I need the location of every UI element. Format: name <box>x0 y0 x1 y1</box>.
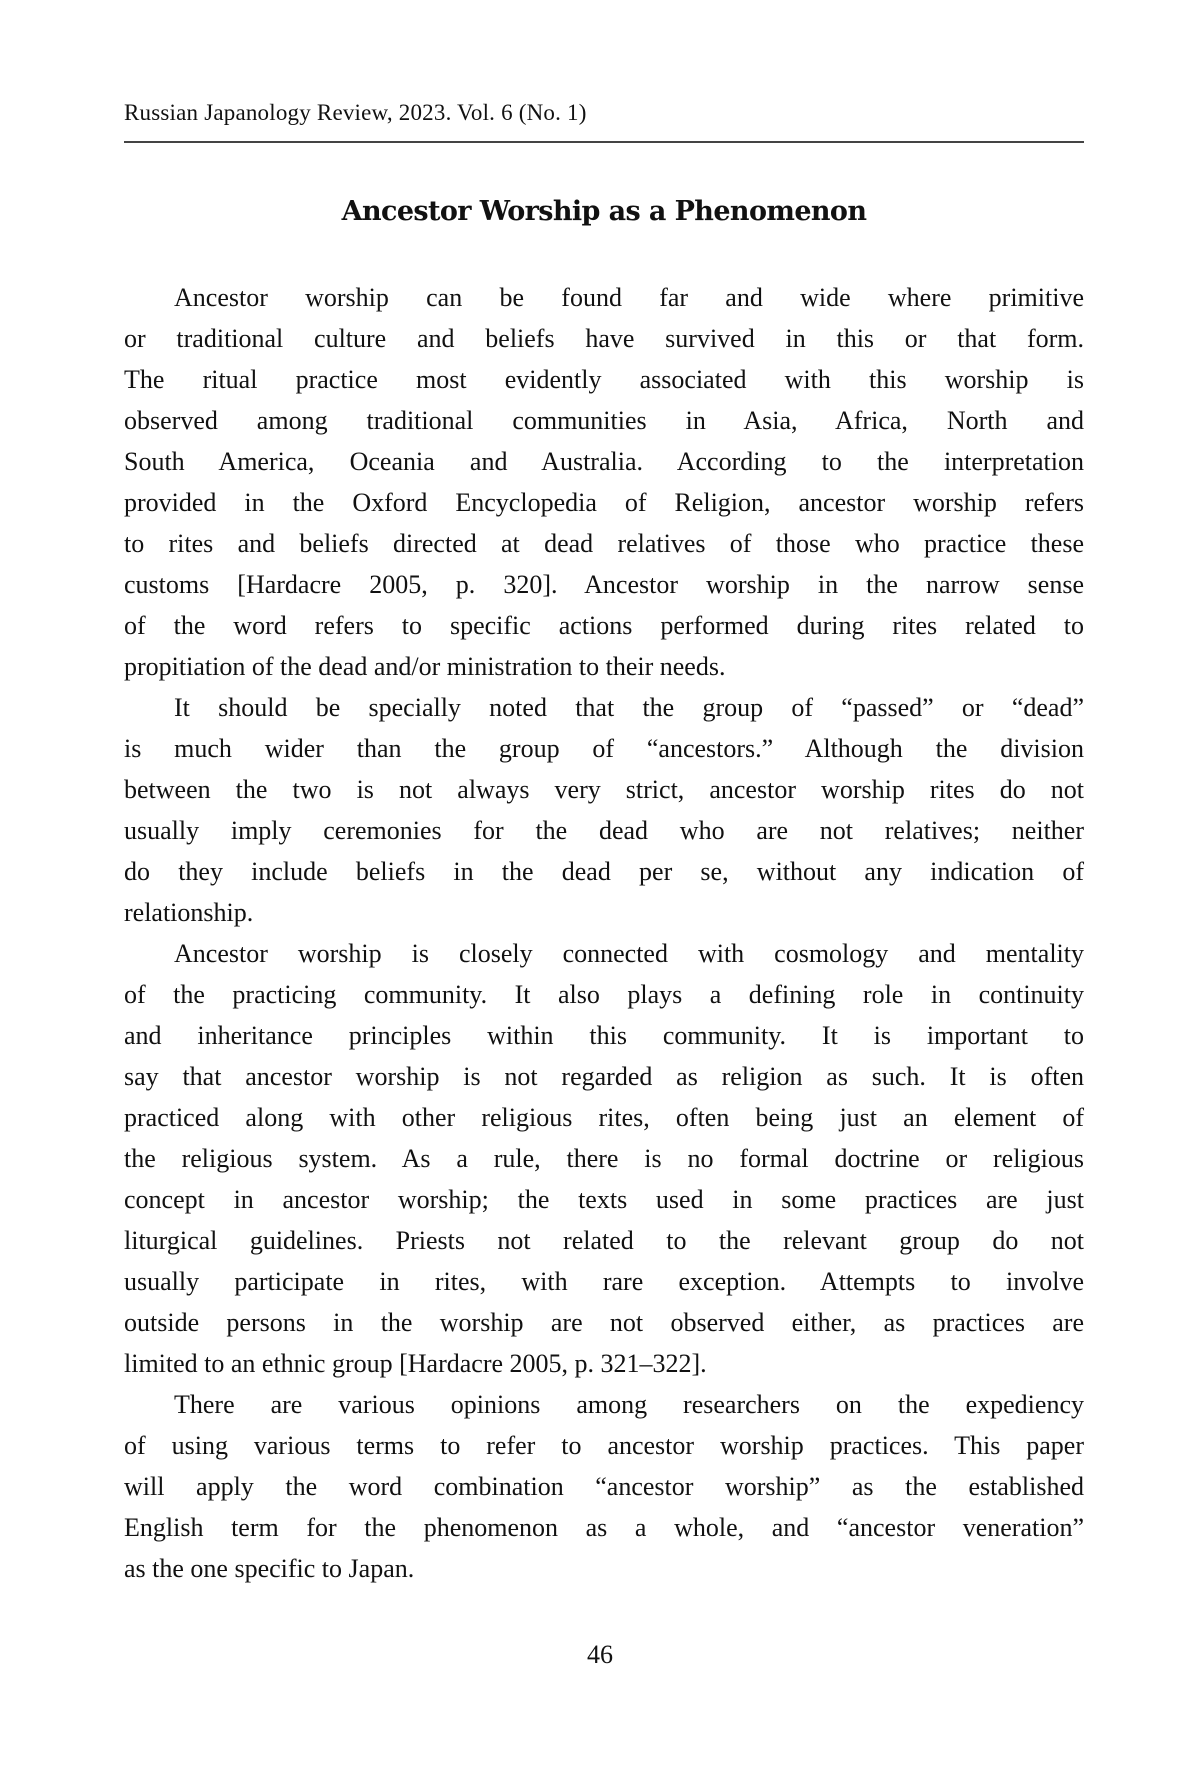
text-line: outside persons in the worship are not observed either, as practices are <box>124 1308 1084 1337</box>
text-line: is much wider than the group of “ancestors.” Although the division <box>124 734 1084 763</box>
section-title: Ancestor Worship as a Phenomenon <box>341 196 867 227</box>
text-line: usually participate in rites, with rare exception. Attempts to involve <box>124 1267 1084 1296</box>
text-line: between the two is not always very strict, ancestor worship rites do not <box>124 775 1084 804</box>
text-line: Ancestor worship is closely connected with cosmology and mentality <box>174 939 1084 968</box>
text-line: as the one specific to Japan. <box>124 1554 415 1583</box>
text-line: the religious system. As a rule, there is no formal doctrine or religious <box>124 1144 1084 1173</box>
running-header: Russian Japanology Review, 2023. Vol. 6 (No. 1) <box>124 100 587 125</box>
text-line: concept in ancestor worship; the texts used in some practices are just <box>124 1185 1084 1214</box>
text-line: limited to an ethnic group [Hardacre 2005, p. 321–322]. <box>124 1349 707 1378</box>
paragraph <box>124 687 1084 933</box>
text-line: of the word refers to specific actions performed during rites related to <box>124 611 1084 640</box>
text-line: provided in the Oxford Encyclopedia of Religion, ancestor worship refers <box>124 488 1084 517</box>
body-text <box>124 277 1084 1589</box>
text-line: propitiation of the dead and/or ministration to their needs. <box>124 652 726 681</box>
text-line: and inheritance principles within this community. It is important to <box>124 1021 1084 1050</box>
header-divider <box>124 141 1084 143</box>
text-line: will apply the word combination “ancestor worship” as the established <box>124 1472 1084 1501</box>
text-line: liturgical guidelines. Priests not related to the relevant group do not <box>124 1226 1084 1255</box>
page-number: 46 <box>587 1640 613 1669</box>
paragraph <box>124 933 1084 1384</box>
paragraph <box>124 1384 1084 1589</box>
text-line: customs [Hardacre 2005, p. 320]. Ancestor worship in the narrow sense <box>124 570 1084 599</box>
text-line: The ritual practice most evidently associated with this worship is <box>124 365 1084 394</box>
text-line: observed among traditional communities in Asia, Africa, North and <box>124 406 1084 435</box>
text-line: of using various terms to refer to ancestor worship practices. This paper <box>124 1431 1084 1460</box>
text-line: or traditional culture and beliefs have survived in this or that form. <box>124 324 1084 353</box>
text-line: It should be specially noted that the group of “passed” or “dead” <box>174 693 1084 722</box>
text-line: of the practicing community. It also plays a defining role in continuity <box>124 980 1084 1009</box>
text-line: relationship. <box>124 898 254 927</box>
text-line: say that ancestor worship is not regarded as religion as such. It is often <box>124 1062 1084 1091</box>
text-line: do they include beliefs in the dead per se, without any indication of <box>124 857 1084 886</box>
text-line: English term for the phenomenon as a whole, and “ancestor veneration” <box>124 1513 1084 1542</box>
text-line: South America, Oceania and Australia. According to the interpretation <box>124 447 1084 476</box>
paragraph <box>124 277 1084 687</box>
text-line: usually imply ceremonies for the dead who are not relatives; neither <box>124 816 1084 845</box>
text-line: practiced along with other religious rites, often being just an element of <box>124 1103 1084 1132</box>
text-line: There are various opinions among researchers on the expediency <box>174 1390 1084 1419</box>
text-line: to rites and beliefs directed at dead relatives of those who practice these <box>124 529 1084 558</box>
text-line: Ancestor worship can be found far and wide where primitive <box>174 283 1084 312</box>
